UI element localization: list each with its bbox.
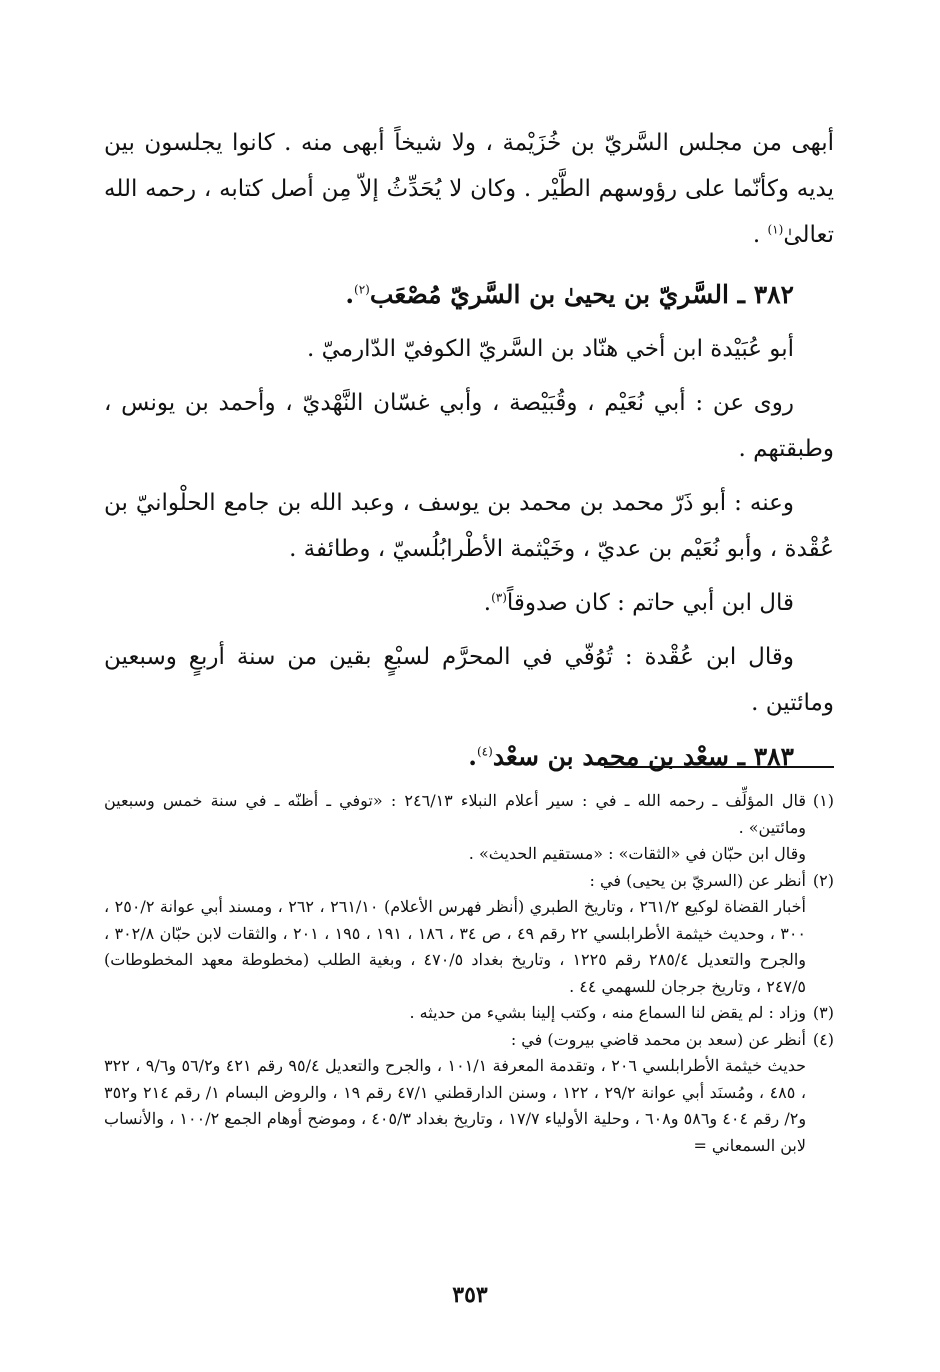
footnote-number: (٣) [812, 1003, 834, 1022]
page-number: ٣٥٣ [452, 1282, 488, 1308]
footnote-number: (١) [812, 791, 834, 810]
footnote-2 [104, 868, 834, 1001]
paragraph-narrated-by: وعنه : أبو ذَرّ محمد بن محمد بن يوسف ، وعبد الله بن جامع الحلْوانيّ بن عُقْدة ، وأبو نُعَيْم بن عديّ ، وخَيْثمة الأطْرابُلُسيّ ، وطائفة . [104, 490, 834, 562]
entry-heading-382: ٣٨٢ ـ السَّريّ بن يحيىٰ بن السَّريّ مُصْعَب$^{(٢)}$. [345, 280, 794, 309]
main-text [104, 120, 834, 788]
footnote-line: حديث خيثمة الأطرابلسي ٢٠٦ ، وتقدمة المعرفة ١٠١/١ ، والجرح والتعديل ٩٥/٤ رقم ٤٢١ و٥٦/٢ و٩/٦ ، ٣٢٢ ، ٤٨٥ ، ومُسنَد أبي عوانة ٢٩/٢ ، ١٢٢ ، وسنن الدارقطني ٤٧/١ رقم ١٩ ، والروض البسام ١/ رقم ٢١٤ و٣٥٢ و٢/ رقم ٤٠٤ و٥٨٦ و٦٠٨ ، وحلية الأولياء ١٧/٧ ، وتاريخ بغداد ٤٠٥/٣ ، وموضح أوهام الجمع ١٠٠/٢ ، والأنساب لابن السمعاني = [104, 1056, 807, 1155]
footnote-number: (٤) [812, 1029, 834, 1049]
footnote-ref[interactable]: (٤) [476, 744, 493, 759]
footnote-number: (٢) [812, 870, 834, 890]
entry-heading-383: ٣٨٣ ـ سعْد بن محمد بن سعْد$^{(٤)}$. [468, 742, 794, 771]
footnote-4 [104, 1027, 834, 1160]
footnote-ref[interactable]: (٣) [491, 590, 507, 605]
footnote-line: قال المؤلِّف ـ رحمه الله ـ في : سير أعلام النبلاء ٢٤٦/١٣ : «توفي ـ أظنّه ـ في سنة خمس وسبعين ومائتين» . [104, 791, 807, 837]
footnote-1 [104, 788, 834, 868]
paragraph-text: أبهى من مجلس السَّريّ بن خُزَيْمة ، ولا شيخاً أبهى منه . كانوا يجلسون بين يديه وكأنّما على رؤوسهم الطَّيْر . وكان لا يُحَدِّثُ إلاّ مِن أصل كتابه ، رحمه الله تعالىٰ [104, 130, 834, 248]
footnote-line: أنظر عن (السريّ بن يحيى) في : [589, 870, 806, 890]
footnote-ref[interactable]: (٢) [354, 282, 370, 297]
footnote-3 [104, 1000, 834, 1027]
footnote-line: وزاد : لم يقض لنا السماع منه ، وكتب إلينا بشيء من حديثه . [409, 1003, 806, 1022]
paragraph-death-date: وقال ابن عُقْدة : تُوُفّي في المحرَّم لسبْعٍ بقين من سنة أربعٍ وسبعين ومائتين . [104, 644, 834, 716]
footnote-ref[interactable]: (١) [767, 222, 784, 237]
paragraph-ibn-abi-hatim: قال ابن أبي حاتم : كان صدوقاً$^{(٣)}$. [483, 590, 794, 616]
paragraph-narrated-from: روى عن : أبي نُعَيْم ، وقُبَيْصة ، وأبي غسّان النَّهْديّ ، وأحمد بن يونس ، وطبقتهم . [104, 390, 834, 462]
footnote-line: أخبار القضاة لوكيع ٢٦١/٢ ، وتاريخ الطبري (أنظر فهرس الأعلام) ٢٦١/١٠ ، ٢٦٢ ، ومسند أبي عوانة ٢٥٠/٢ ، ٣٠٠ ، وحديث خيثمة الأطرابلسي ٢٢ رقم ٤٩ ، ص ٣٤ ، ١٨٦ ، ١٩١ ، ١٩٥ ، ٢٠١ ، والثقات لابن حبّان ٣٠٢/٨ ، والجرح والتعديل ٢٨٥/٤ رقم ١٢٢٥ ، وتاريخ بغداد ٤٧٠/٥ ، وبغية الطلب (مخطوطة معهد المخطوطات) ٢٤٧/٥ ، وتاريخ جرجان للسهمي ٤٤ . [104, 897, 807, 996]
footnote-line: وقال ابن حبّان في «الثقات» : «مستقيم الحديث» . [468, 844, 806, 863]
paragraph-continuation: أبهى من مجلس السَّريّ بن خُزَيْمة ، ولا شيخاً أبهى منه . كانوا يجلسون بين يديه وكأنّما على رؤوسهم الطَّيْر . وكان لا يُحَدِّثُ إلاّ مِن أصل كتابه ، رحمه الله تعالىٰ$^{(١)}$ . [104, 130, 834, 248]
footnotes [104, 788, 834, 1159]
footnote-line: أنظر عن (سعد بن محمد قاضي بيروت) في : [510, 1029, 806, 1049]
footnote-separator [604, 766, 834, 768]
paragraph-kunya: أبو عُبَيْدة ابن أخي هنّاد بن السَّريّ الكوفيّ الدّارميّ . [306, 336, 794, 362]
